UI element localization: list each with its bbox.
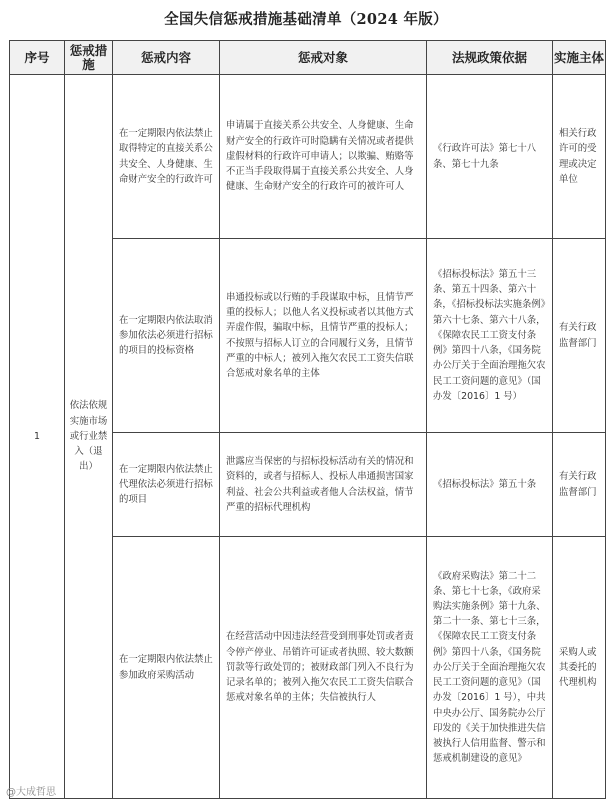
header-target: 惩戒对象 bbox=[220, 41, 427, 75]
subject-cell: 采购人或其委托的代理机构 bbox=[553, 537, 606, 799]
watermark: @大成哲思 bbox=[6, 787, 56, 798]
subject-cell: 有关行政监督部门 bbox=[553, 239, 606, 433]
header-no: 序号 bbox=[10, 41, 65, 75]
basis-cell: 《招标投标法》第五十三条、第五十四条、第六十条，《招标投标法实施条例》第六十七条、第六十八条，《保障农民工工资支付条例》第四十八条，《国务院办公厅关于全面治理拖欠农民工工资问题的意见》（国办发〔2016〕1 号） bbox=[427, 239, 553, 433]
header-basis: 法规政策依据 bbox=[427, 41, 553, 75]
header-measure: 惩戒措施 bbox=[65, 41, 113, 75]
basis-cell: 《政府采购法》第二十二条、第七十七条，《政府采购法实施条例》第十九条、第二十一条、第七十三条，《保障农民工工资支付条例》第四十八条，《国务院办公厅关于全面治理拖欠农民工工资问题的意见》（国办发〔2016〕1 号），中共中央办公厅、国务院办公厅印发的《关于加快推进失信被执行人信用监督、警示和惩戒机制建设的意见》 bbox=[427, 537, 553, 799]
basis-cell: 《行政许可法》第七十八条、第七十九条 bbox=[427, 75, 553, 239]
content-cell: 在一定期限内依法禁止代理依法必须进行招标的项目 bbox=[113, 433, 220, 537]
row-number: 1 bbox=[10, 75, 65, 799]
measure-cell: 依法依规实施市场或行业禁入（退出） bbox=[65, 75, 113, 799]
table-row bbox=[10, 75, 606, 239]
target-cell: 在经营活动中因违法经营受到刑事处罚或者责令停产停业、吊销许可证或者执照、较大数额罚款等行政处罚的；被财政部门列入不良行为记录名单的；被列入拖欠农民工工资失信联合惩戒对象名单的主体；失信被执行人 bbox=[220, 537, 427, 799]
content-cell: 在一定期限内依法取消参加依法必须进行招标的项目的投标资格 bbox=[113, 239, 220, 433]
content-cell: 在一定期限内依法禁止参加政府采购活动 bbox=[113, 537, 220, 799]
header-content: 惩戒内容 bbox=[113, 41, 220, 75]
subject-cell: 有关行政监督部门 bbox=[553, 433, 606, 537]
target-cell: 串通投标或以行贿的手段谋取中标，且情节严重的投标人；以他人名义投标或者以其他方式弄虚作假，骗取中标，且情节严重的投标人；不按照与招标人订立的合同履行义务，且情节严重的中标人；被列入拖欠农民工工资失信联合惩戒对象名单的主体 bbox=[220, 239, 427, 433]
target-cell: 泄露应当保密的与招标投标活动有关的情况和资料的，或者与招标人、投标人串通损害国家利益、社会公共利益或者他人合法权益，情节严重的招标代理机构 bbox=[220, 433, 427, 537]
target-cell: 申请属于直接关系公共安全、人身健康、生命财产安全的行政许可时隐瞒有关情况或者提供虚假材料的行政许可申请人；以欺骗、贿赂等不正当手段取得属于直接关系公共安全、人身健康、生命财产安全的行政许可的被许可人 bbox=[220, 75, 427, 239]
measures-table bbox=[9, 40, 606, 799]
basis-cell: 《招标投标法》第五十条 bbox=[427, 433, 553, 537]
header-subject: 实施主体 bbox=[553, 41, 606, 75]
content-cell: 在一定期限内依法禁止取得特定的直接关系公共安全、人身健康、生命财产安全的行政许可 bbox=[113, 75, 220, 239]
header-row bbox=[10, 41, 606, 75]
page-title: 全国失信惩戒措施基础清单（2024 年版） bbox=[164, 11, 448, 28]
subject-cell: 相关行政许可的受理或决定单位 bbox=[553, 75, 606, 239]
